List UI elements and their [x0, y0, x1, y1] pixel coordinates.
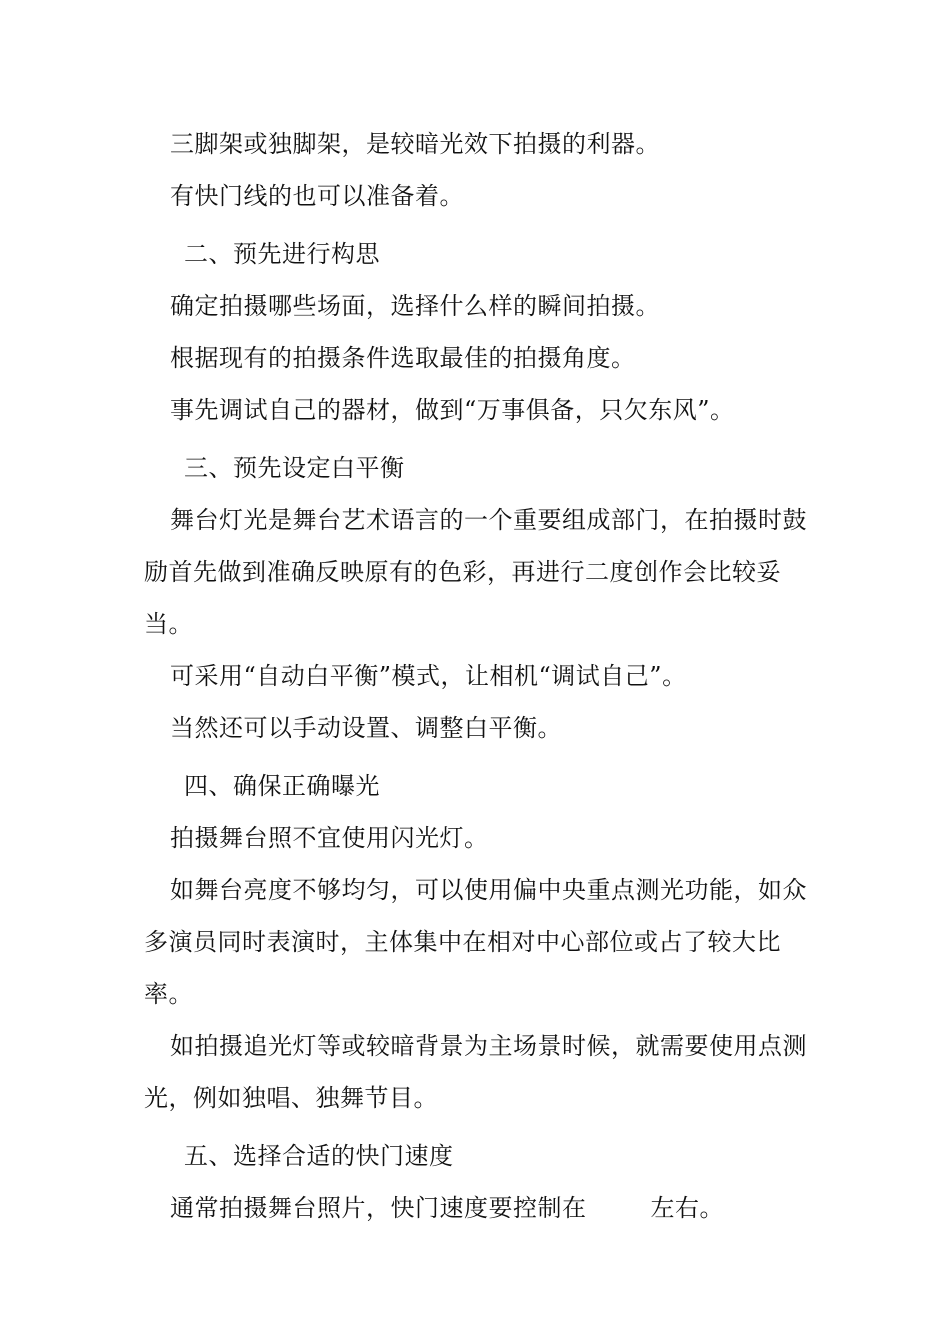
paragraph: 三脚架或独脚架，是较暗光效下拍摄的利器。 — [170, 130, 660, 158]
paragraph: 如舞台亮度不够均匀，可以使用偏中央重点测光功能，如众多演员同时表演时，主体集中在相对中心部位或占了较大比率。 — [144, 876, 807, 1008]
paragraph: 确定拍摄哪些场面，选择什么样的瞬间拍摄。 — [170, 292, 660, 320]
section-heading: 二、预先进行构思 — [184, 240, 380, 268]
section-heading: 四、确保正确曝光 — [184, 772, 380, 800]
paragraph: 舞台灯光是舞台艺术语言的一个重要组成部门，在拍摄时鼓励首先做到准确反映原有的色彩，再进行二度创作会比较妥当。 — [144, 506, 807, 638]
document-body — [144, 118, 812, 1234]
paragraph-last — [144, 1182, 812, 1234]
paragraph: 事先调试自己的器材，做到“万事俱备，只欠东风”。 — [170, 396, 735, 424]
paragraph: 可采用“自动白平衡”模式，让相机“调试自己”。 — [170, 662, 687, 690]
last-line-before: 通常拍摄舞台照片，快门速度要控制在 — [170, 1194, 587, 1222]
section-heading: 五、选择合适的快门速度 — [184, 1142, 454, 1170]
paragraph: 有快门线的也可以准备着。 — [170, 182, 464, 210]
paragraph: 根据现有的拍摄条件选取最佳的拍摄角度。 — [170, 344, 636, 372]
paragraph: 当然还可以手动设置、调整白平衡。 — [170, 714, 562, 742]
last-line-after: 左右。 — [650, 1194, 724, 1222]
paragraph: 如拍摄追光灯等或较暗背景为主场景时候，就需要使用点测光，例如独唱、独舞节目。 — [144, 1032, 807, 1112]
section-heading: 三、预先设定白平衡 — [184, 454, 405, 482]
paragraph: 拍摄舞台照不宜使用闪光灯。 — [170, 824, 489, 852]
